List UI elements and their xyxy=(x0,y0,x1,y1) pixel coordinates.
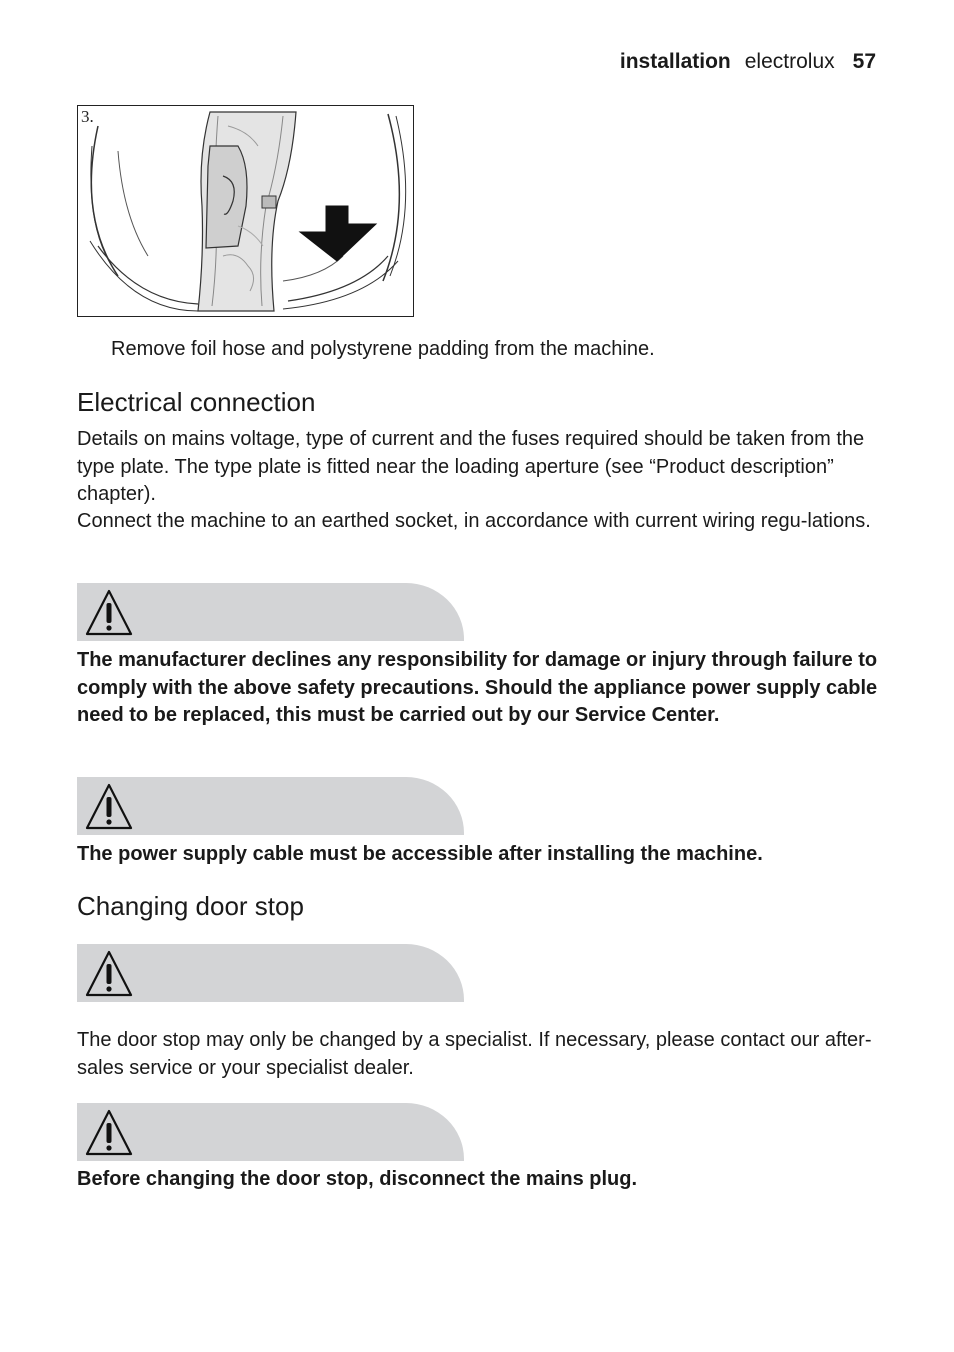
warning-triangle-icon xyxy=(83,947,135,999)
warning-triangle-icon xyxy=(83,1106,135,1158)
paragraph-door-stop-specialist: The door stop may only be changed by a specialist. If necessary, please contact our after-sales service or your specialist dealer. xyxy=(77,1029,872,1079)
page-header xyxy=(620,50,876,74)
paragraph-electrical-details: Details on mains voltage, type of current and the fuses required should be taken from the type plate. The type plate is fitted near the loading aperture (see “Product description” chapter). xyxy=(77,428,865,505)
paragraph-earthed-socket: Connect the machine to an earthed socket, in accordance with current wiring regu-lations. xyxy=(77,510,871,532)
header-brand: electrolux xyxy=(744,50,835,73)
warning-triangle-icon xyxy=(83,586,135,638)
warning-bar xyxy=(77,583,464,641)
warning-text-disconnect-plug: Before changing the door stop, disconnect the mains plug. xyxy=(77,1168,638,1190)
page-number: 57 xyxy=(852,50,876,73)
step-number: 3. xyxy=(81,107,94,126)
warning-bar xyxy=(77,1103,464,1161)
warning-bar xyxy=(77,777,464,835)
warning-triangle-icon xyxy=(83,780,135,832)
warning-text-manufacturer: The manufacturer declines any responsibility for damage or injury through failure to comply with the above safety precautions. Should the appliance power supply cable need to be replaced, this must be carried out by our Service Center. xyxy=(77,649,878,726)
illustration-remove-foil-hose xyxy=(77,105,414,317)
heading-electrical-connection: Electrical connection xyxy=(77,387,316,417)
warning-text-cable-accessible: The power supply cable must be accessible after installing the machine. xyxy=(77,843,763,865)
figure-caption: Remove foil hose and polystyrene padding from the machine. xyxy=(111,338,655,360)
heading-changing-door-stop: Changing door stop xyxy=(77,891,304,921)
warning-bar xyxy=(77,944,464,1002)
drum-illustration xyxy=(78,106,414,317)
header-section: installation xyxy=(619,50,731,73)
